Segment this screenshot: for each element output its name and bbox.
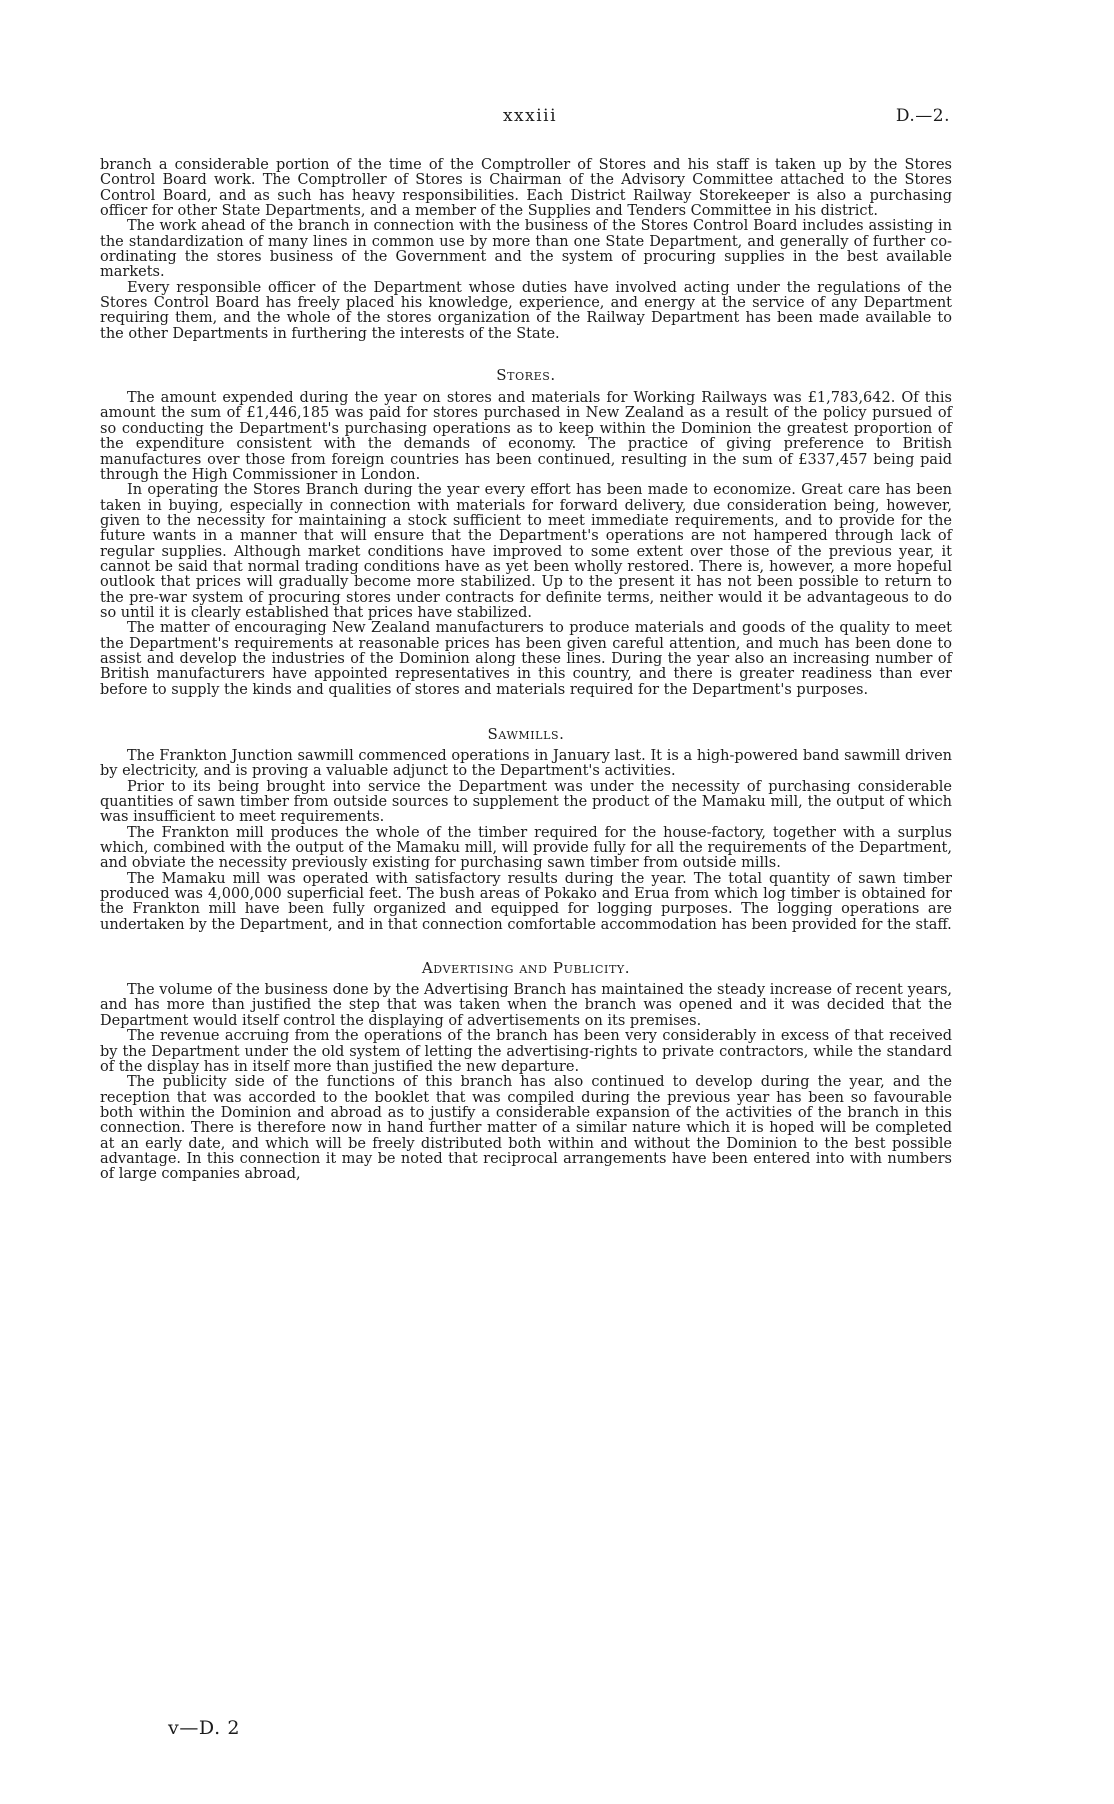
sawmills-paragraph: The Frankton mill produces the whole of the timber required for the house-factory, together with a surplus which, combined with the output of the Mamaku mill, will provide fully for all the requirements of the Department, and obviate the necessity previously existing for purchasing sawn timber from outside mills. <box>100 824 952 872</box>
stores-paragraph: In operating the Stores Branch during the year every effort has been made to economize. Great care has been taken in buying, especially in connection with materials for forward delivery, due consideration being, however, given to the necessity for maintaining a stock sufficient to meet immediate requirements, and to provide for the future wants in a manner that will ensure that the Department's operations are not hampered through lack of regular supplies. Although market conditions have improved to some extent over those of the previous year, it cannot be said that normal trading conditions have as yet been wholly restored. There is, however, a more hopeful outlook that prices will gradually become more stabilized. Up to the present it has not been possible to return to the pre-war system of procuring stores under contracts for definite terms, neither would it be advantageous to do so until it is clearly established that prices have stabilized. <box>100 482 952 621</box>
advertising-paragraph: The publicity side of the functions of this branch has also continued to develop during the year, and the reception that was accorded to the booklet that was compiled during the previous year has been so favourable both within the Dominion and abroad as to justify a considerable expansion of the activities of the branch in this connection. There is therefore now in hand further matter of a similar nature which it is hoped will be completed at an early date, and which will be freely distributed both within and without the Dominion to the best possible advantage. In this connection it may be noted that reciprocal arrangements have been entered into with numbers of large companies abroad, <box>100 1074 952 1183</box>
intro-paragraph: branch a considerable portion of the time of the Comptroller of Stores and his staff is taken up by the Stores Control Board work. The Comptroller of Stores is Chairman of the Advisory Committee attached to the Stores Control Board, and as such has heavy responsibilities. Each District Railway Storekeeper is also a purchasing officer for other State Departments, and a member of the Supplies and Tenders Committee in his district. <box>100 157 952 220</box>
sawmills-paragraph: Prior to its being brought into service the Department was under the necessity of purchasing considerable quantities of sawn timber from outside sources to supplement the product of the Mamaku mill, the output of which was insufficient to meet requirements. <box>100 778 952 826</box>
page-number: xxxiii <box>502 106 558 126</box>
section-heading-sawmills: Sawmills. <box>487 725 565 743</box>
section-heading-advertising: Advertising and Publicity. <box>421 959 631 978</box>
sawmills-paragraph: The Mamaku mill was operated with satisfactory results during the year. The total quantity of sawn timber produced was 4,000,000 superficial feet. The bush areas of Pokako and Erua from which log timber is obtained for the Frankton mill have been fully organized and equipped for logging purposes. The logging operations are undertaken by the Department, and in that connection comfortable accommodation has been provided for the staff. <box>100 870 952 933</box>
intro-paragraph: The work ahead of the branch in connection with the business of the Stores Control Board includes assisting in the standardization of many lines in common use by more than one State Department, and generally of further co-ordinating the stores business of the Government and the system of procuring supplies in the best available markets. <box>100 218 952 281</box>
stores-paragraph: The matter of encouraging New Zealand manufacturers to produce materials and goods of the quality to meet the Department's requirements at reasonable prices has been given careful attention, and much has been done to assist and develop the industries of the Dominion along these lines. During the year also an increasing number of British manufacturers have appointed representatives in this country, and there is greater readiness than ever before to supply the kinds and qualities of stores and materials required for the Department's purposes. <box>100 620 952 698</box>
advertising-paragraph: The revenue accruing from the operations of the branch has been very considerably in excess of that received by the Department under the old system of letting the advertising-rights to private contractors, while the standard of the display has in itself more than justified the new departure. <box>100 1028 952 1075</box>
intro-paragraph: Every responsible officer of the Department whose duties have involved acting under the regulations of the Stores Control Board has freely placed his knowledge, experience, and energy at the service of any Department requiring them, and the whole of the stores organization of the Railway Department has been made available to the other Departments in furthering the interests of the State. <box>100 279 952 342</box>
document-reference: D.—2. <box>895 106 950 126</box>
advertising-paragraph: The volume of the business done by the Advertising Branch has maintained the steady increase of recent years, and has more than justified the step that was taken when the branch was opened and it was decided that the Department would itself control the displaying of advertisements on its premises. <box>100 982 952 1029</box>
body-text <box>100 158 952 1183</box>
page-header <box>100 106 960 130</box>
section-heading-stores: Stores. <box>496 366 556 385</box>
stores-paragraph: The amount expended during the year on stores and materials for Working Railways was £1,783,642. Of this amount the sum of £1,446,185 was paid for stores purchased in New Zealand as a result of the policy pursued of so conducting the Department's purchasing operations as to keep within the Dominion the greatest proportion of the expenditure consistent with the demands of economy. The practice of giving preference to British manufactures over those from foreign countries has been continued, resulting in the sum of £337,457 being paid through the High Commissioner in London. <box>100 390 952 483</box>
signature-mark: v—D. 2 <box>168 1717 241 1739</box>
sawmills-paragraph: The Frankton Junction sawmill commenced operations in January last. It is a high-powered band sawmill driven by electricity, and is proving a valuable adjunct to the Department's activities. <box>100 748 952 780</box>
